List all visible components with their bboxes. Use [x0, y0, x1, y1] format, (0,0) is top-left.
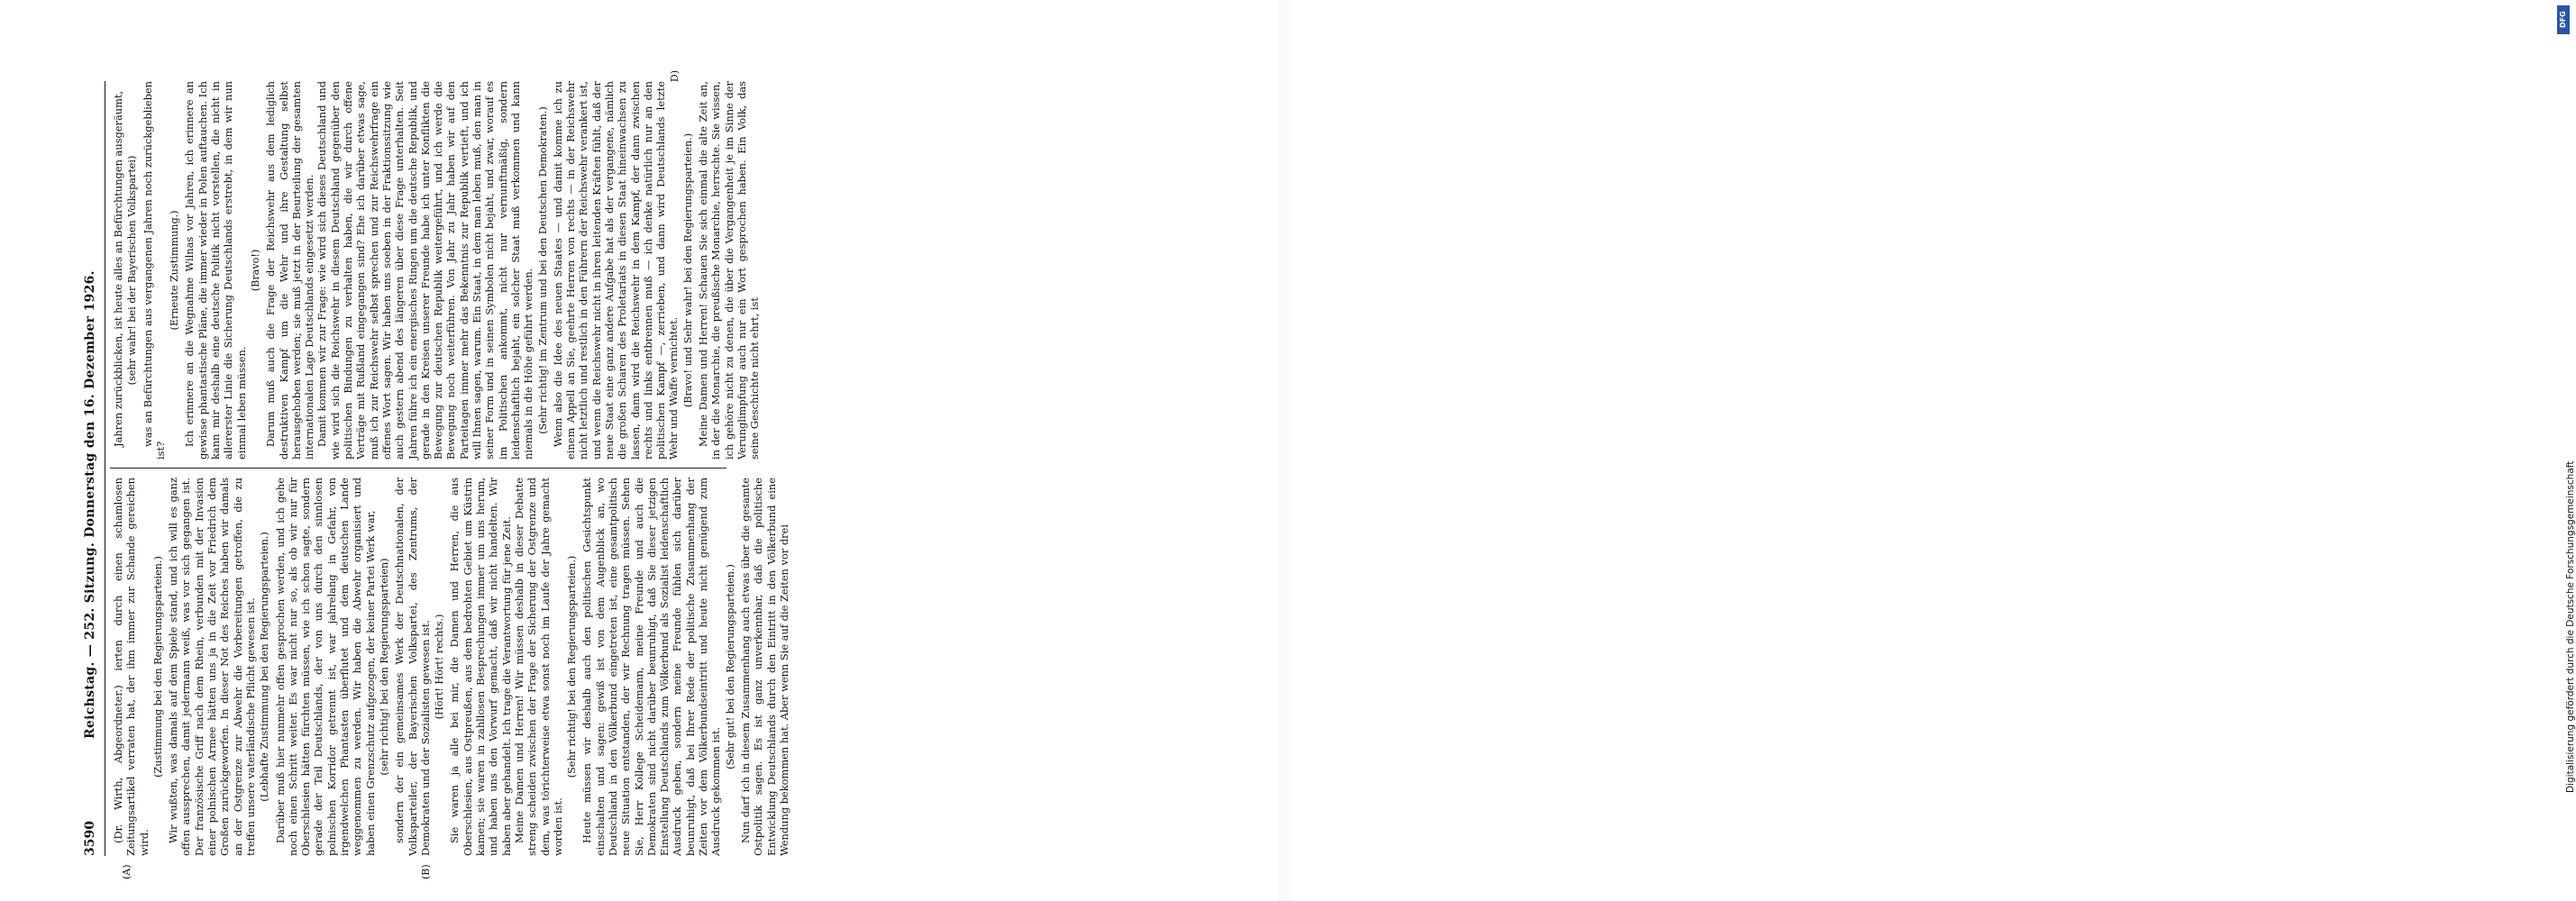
- running-title: Reichstag. — 252. Sitzung. Donnerstag den 16. Dezember 1926.: [83, 270, 97, 739]
- interjection: (sehr wahr! bei der Bayerischen Volkspartei): [126, 155, 139, 386]
- interjection: (Lebhafte Zustimmung bei den Regierungsparteien.): [259, 532, 271, 802]
- rotated-document-page: [81, 80, 790, 879]
- paragraph: sondern der ein gemeinsames Werk der Deutschnationalen, der Volksparteiler, der Bayerischen Volkspartei, des Zentrums, der Demokraten und der Sozialisten gewesen ist.: [393, 478, 432, 856]
- interjection: (Bravo!): [249, 249, 261, 292]
- page-header: [81, 81, 103, 856]
- paragraph: was an Befürchtungen aus vergangenen Jahren noch zurückgeblieben ist?: [141, 80, 167, 460]
- paragraph: (Dr. Wirth, Abgeordneter.) ierten durch einen schamlosen Zeitungsartikel verraten hat, der ihm immer zur Schande gereichen wird.: [112, 478, 151, 856]
- paragraph: Sie waren ja alle bei mir, die Damen und Herren, die aus Oberschlesien, aus Ostpreußen, aus dem bedrohten Gebiet um Küstrin kamen; sie waren in zahllosen Besprechungen immer um uns herum, und haben uns den Vorwurf gemacht, daß wir nicht handelten. Wir haben aber gehandelt. Ich trage die Verantwortung für jene Zeit.: [448, 478, 513, 856]
- interjection: (sehr richtig! bei den Regierungsparteien): [378, 558, 390, 776]
- paragraph: Darüber muß hier nunmehr offen gesprochen werden, und ich gehe noch einen Schritt weiter. Es war nicht nur so, als ob wir nur für Oberschlesien hätten fürchten müssen, wie ich schon sagte, sondern gerade der Teil Deutschlands, der von uns durch den sinnlosen polnischen Korridor getrennt ist, war jahrelang in Gefahr, von irgendwelchen Phantasten überflutet und dem deutschen Lande weggenommen zu werden. Wir haben die Abwehr organisiert und haben einen Grenzschutz aufgezogen, der keiner Partei Werk war,: [273, 478, 377, 856]
- interjection: (Sehr richtig! im Zentrum und bei den Deutschen Demokraten.): [536, 106, 549, 434]
- paragraph: Jahren zurückblicken, ist heute alles an Befürchtungen ausgeräumt,: [112, 90, 124, 447]
- interjection: (Zustimmung bei den Regierungsparteien.): [151, 556, 164, 778]
- margin-mark-d: D): [669, 69, 681, 83]
- interjection: (Sehr gut! bei den Regierungsparteien.): [724, 564, 736, 769]
- paragraph: Ich erinnere an die Wegnahme Wilnas vor Jahren, ich erinnere an gewisse phantastische Pläne, die immer wieder in Polen auftauchen. Ich kann mir deshalb eine deutsche Politik nicht vorstellen, die nicht in allererster Linie die Sicherung Deutschlands erstrebt, in dem wir nun einmal leben müssen.: [183, 81, 248, 460]
- paragraph: Heute müssen wir deshalb auch den politischen Gesichtspunkt einschalten und sagen: gewiß ist von dem Augenblick an, wo Deutschland in den Völkerbund eingetreten ist, eine gesamtpolitisch neue Situation entstanden, der wir Rechnung tragen müssen. Sehen Sie, Herr Kollege Scheidemann, meine Freunde und auch die Demokraten sind nicht darüber beunruhigt, daß Sie dieser jetzigen Einstellung Deutschlands zum Völkerbund als Sozialist leidenschaftlich Ausdruck geben, sondern meine Freunde fühlen sich darüber beunruhigt, daß bei Ihrer Rede der politische Zusammenhang der Zeiten vor dem Völkerbundseintritt und heute nicht genügend zum Ausdruck gekommen ist.: [580, 478, 723, 856]
- paragraph: Meine Damen und Herren! Wir müssen deshalb in dieser Debatte streng scheiden zwischen der Frage der Sicherung der Ostgrenze und dem, was törichterweise etwa sonst noch im Laufe der Jahre gemacht worden ist.: [512, 478, 564, 856]
- interjection: (Sehr richtig! bei den Regierungsparteien.): [566, 555, 579, 778]
- paragraph: Wenn also die Idee des neuen Staates — und damit komme ich zu einem Appell an Sie, geehrte Herren von rechts — in der Reichswehr nicht letztlich und restlich in den Führern der Reichswehr verankert ist, und wenn die Reichswehr nicht in ihren leitenden Kräften fühlt, daß der neue Staat eine ganz andere Aufgabe hat als der vergangene, nämlich die großen Scharen des Proletariats in diesen Staat hineinwachsen zu lassen, dann wird die Reichswehr in dem Kampf, der dann zwischen rechts und links entbrennen muß — ich denke natürlich nur an den politischen Kampf —, zerrieben, und dann wird Deutschlands letzte Wehr und Waffe vernichtet.: [551, 81, 681, 460]
- paragraph: Wir wußten, was damals auf dem Spiele stand, und ich will es ganz offen aussprechen, damit jedermann weiß, was vor sich gegangen ist. Der französische Griff nach dem Rhein, verbunden mit der Invasion einer polnischen Armee hätten uns ja in die Zeit vor Friedrich dem Großen zurückgeworfen. In dieser Not des Reiches haben wir damals an der Ostgrenze zur Abwehr die Vorbereitungen getroffen, die zu treffen unsere vaterländische Pflicht gewesen ist.: [167, 478, 257, 856]
- interjection: (Hört! Hört! rechts.): [434, 614, 446, 720]
- paragraph: Meine Damen und Herren! Schauen Sie sich einmal die alte Zeit an, in der die Monarchie, die preußische Monarchie, herrschte. Sie wissen, ich gehöre nicht zu denen, die über die Vergangenheit je im Sinne der Verunglimpfung auch nur ein Wort gesprochen haben. Ein Volk, das seine Geschichte nicht ehrt, ist: [697, 81, 762, 460]
- right-column: [112, 80, 762, 460]
- page-number: 3590: [83, 821, 97, 856]
- paragraph: Nun darf ich in diesem Zusammenhang auch etwas über die gesamte Ostpolitik sagen. Es ist ganz unverkennbar, daß die politische Entwicklung Deutschlands durch den Eintritt in den Völkerbund eine Wendung bekommen hat. Aber wenn Sie auf die Zeiten vor drei: [738, 478, 790, 856]
- paragraph: Darum muß auch die Frage der Reichswehr aus dem lediglich destruktiven Kampf um die Wehr und ihre Gestaltung selbst herausgehoben werden; sie muß jetzt in der Beurteilung der gesamten internationalen Lage Deutschlands eingesetzt werden.: [264, 81, 316, 460]
- digitization-sidebar: [1278, 0, 2576, 901]
- column-divider: [110, 468, 726, 469]
- paragraph: Damit kommen wir zur Frage: wie wird sich dieses Deutschland und wie wird sich die Reichswehr in diesem Deutschland gegenüber den politischen Bindungen zu verhalten haben, die wir durch offene Verträge mit Rußland eingegangen sind? Ehe ich darüber etwas sage, muß ich zur Reichswehr selbst sprechen und zur Reichswehrfrage ein offenes Wort sagen. Wir haben uns soeben in der Fraktionssitzung wie auch gestern abend des längeren über diese Frage unterhalten. Seit Jahren führe ich ein energisches Ringen um die deutsche Republik, und gerade in den Kreisen unserer Freunde habe ich unter Konflikten die Bewegung zur deutschen Republik weitergeführt, und ich werde die Bewegung noch weiterführen. Von Jahr zu Jahr haben wir auf den Parteitagen immer mehr das Bekenntnis zur Republik vertieft, und ich will Ihnen sagen, warum. Ein Staat, in dem man leben muß, den man in seiner Form und in seinen Symbolen nicht bejaht, und zwar, worauf es im Politischen ankommt, nicht nur vernunftmäßig, sondern leidenschaftlich bejaht, ein solcher Staat muß verkommen und kann niemals in die Höhe geführt werden.: [315, 81, 535, 460]
- interjection: (Bravo! und Sehr wahr! bei den Regierungsparteien.): [681, 132, 694, 408]
- margin-mark-b: (B): [420, 864, 432, 879]
- left-column: [112, 478, 790, 856]
- funding-note: Digitalisierung gefördert durch die Deutsche Forschungsgemeinschaft: [2565, 460, 2576, 793]
- margin-mark-a: (A): [121, 864, 132, 879]
- dfg-logo: DFG: [2557, 5, 2570, 34]
- interjection: (Erneute Zustimmung.): [169, 210, 181, 331]
